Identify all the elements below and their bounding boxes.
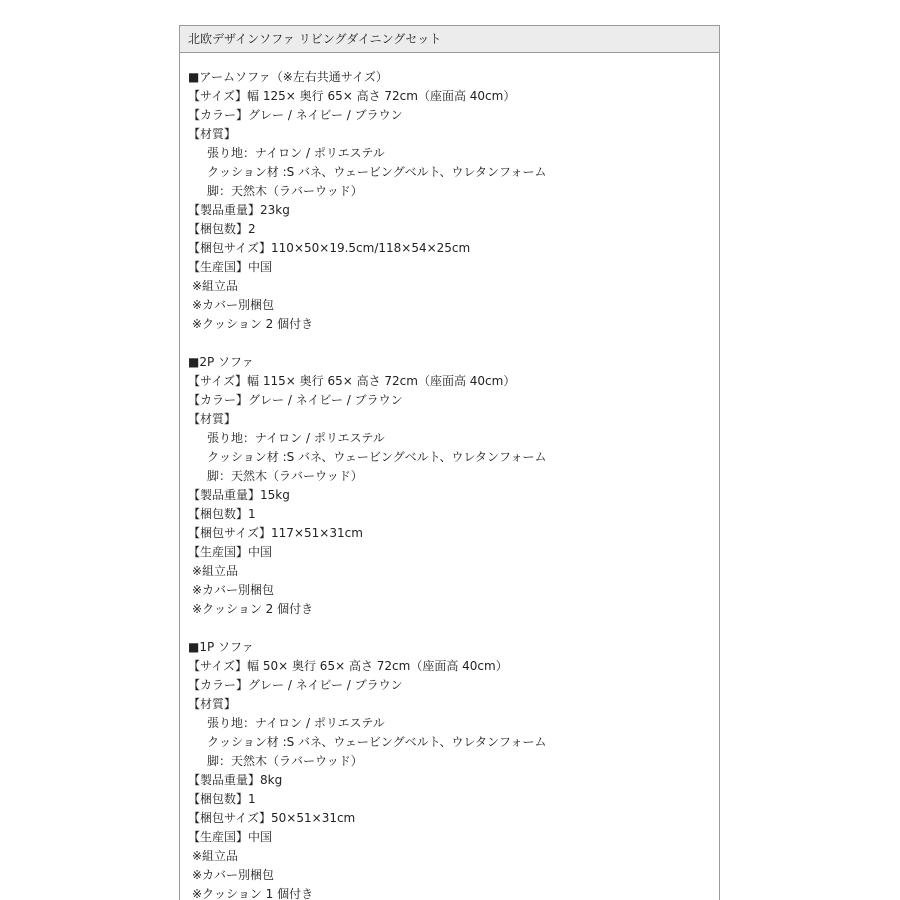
- material-leg: 脚：天然木（ラバーウッド）: [207, 469, 363, 483]
- note-cushion: ※クッション 2 個付き: [192, 317, 314, 331]
- material-label: 【材質】: [188, 127, 237, 141]
- material-cushion: クッション材 :S バネ、ウェービングベルト、ウレタンフォーム: [207, 735, 547, 749]
- spec-body: [180, 53, 719, 900]
- note-assembly: ※組立品: [192, 849, 239, 863]
- material-label: 【材質】: [188, 697, 237, 711]
- section-heading: ■アームソファ（※左右共通サイズ）: [188, 70, 388, 84]
- material-cushion: クッション材 :S バネ、ウェービングベルト、ウレタンフォーム: [207, 165, 547, 179]
- package-size-line: 【梱包サイズ】50×51×31cm: [188, 811, 356, 825]
- color-line: 【カラー】グレー / ネイビー / ブラウン: [188, 108, 403, 122]
- material-leg: 脚：天然木（ラバーウッド）: [207, 754, 363, 768]
- product-spec-table: [179, 25, 720, 900]
- package-size-line: 【梱包サイズ】110×50×19.5cm/118×54×25cm: [188, 241, 471, 255]
- weight-line: 【製品重量】8kg: [188, 773, 283, 787]
- color-line: 【カラー】グレー / ネイビー / ブラウン: [188, 393, 403, 407]
- size-line: 【サイズ】幅 125× 奥行 65× 高さ 72cm（座面高 40cm）: [188, 89, 516, 103]
- package-count-line: 【梱包数】1: [188, 507, 256, 521]
- weight-line: 【製品重量】15kg: [188, 488, 290, 502]
- package-count-line: 【梱包数】1: [188, 792, 256, 806]
- size-line: 【サイズ】幅 50× 奥行 65× 高さ 72cm（座面高 40cm）: [188, 659, 508, 673]
- section-heading: ■2P ソファ: [188, 355, 254, 369]
- origin-line: 【生産国】中国: [188, 545, 273, 559]
- material-cushion: クッション材 :S バネ、ウェービングベルト、ウレタンフォーム: [207, 450, 547, 464]
- material-fabric: 張り地：ナイロン / ポリエステル: [207, 146, 385, 160]
- section-heading: ■1P ソファ: [188, 640, 254, 654]
- size-line: 【サイズ】幅 115× 奥行 65× 高さ 72cm（座面高 40cm）: [188, 374, 516, 388]
- material-leg: 脚：天然木（ラバーウッド）: [207, 184, 363, 198]
- section-1p-sofa: [188, 638, 719, 900]
- note-cushion: ※クッション 2 個付き: [192, 602, 314, 616]
- package-size-line: 【梱包サイズ】117×51×31cm: [188, 526, 363, 540]
- note-cover: ※カバー別梱包: [192, 583, 275, 597]
- note-assembly: ※組立品: [192, 279, 239, 293]
- color-line: 【カラー】グレー / ネイビー / ブラウン: [188, 678, 403, 692]
- weight-line: 【製品重量】23kg: [188, 203, 290, 217]
- origin-line: 【生産国】中国: [188, 260, 273, 274]
- material-fabric: 張り地：ナイロン / ポリエステル: [207, 716, 385, 730]
- section-arm-sofa: [188, 68, 719, 334]
- note-assembly: ※組立品: [192, 564, 239, 578]
- note-cover: ※カバー別梱包: [192, 868, 275, 882]
- material-fabric: 張り地：ナイロン / ポリエステル: [207, 431, 385, 445]
- note-cover: ※カバー別梱包: [192, 298, 275, 312]
- origin-line: 【生産国】中国: [188, 830, 273, 844]
- section-2p-sofa: [188, 353, 719, 619]
- note-cushion: ※クッション 1 個付き: [192, 887, 314, 900]
- spec-title: 北欧デザインソファ リビングダイニングセット: [180, 26, 719, 53]
- package-count-line: 【梱包数】2: [188, 222, 256, 236]
- material-label: 【材質】: [188, 412, 237, 426]
